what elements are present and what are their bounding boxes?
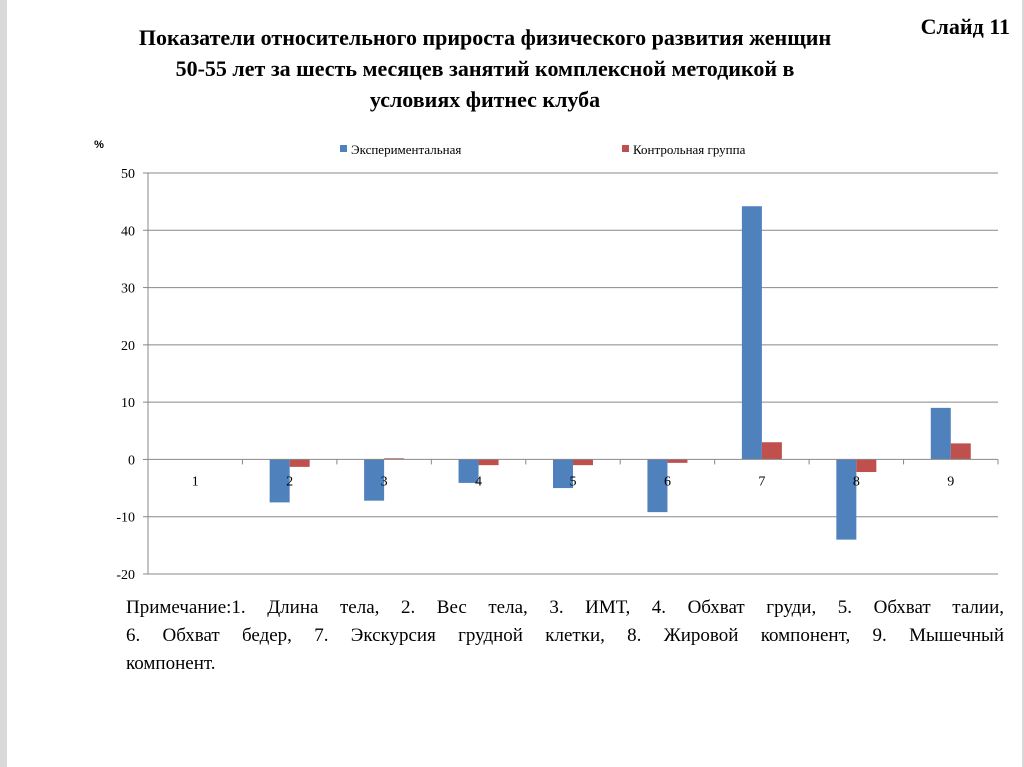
bar-control bbox=[290, 459, 310, 466]
x-tick-label: 6 bbox=[663, 474, 671, 490]
y-tick-label: 40 bbox=[121, 224, 135, 240]
y-tick-label: -20 bbox=[116, 568, 135, 583]
x-tick-label: 1 bbox=[191, 474, 199, 490]
y-tick-label: 0 bbox=[128, 453, 135, 469]
y-tick-label: 50 bbox=[121, 167, 135, 182]
y-tick-label: 10 bbox=[121, 396, 135, 412]
note-line-3: компонент. bbox=[126, 653, 216, 674]
note-line-2: 6. Обхват бедер, 7. Экскурсия грудной клетки, 8. Жировой компонент, 9. Мышечный bbox=[126, 625, 1004, 646]
y-tick-label: 20 bbox=[121, 338, 135, 354]
bar-experimental bbox=[931, 408, 951, 460]
title-line-1: Показатели относительного прироста физического развития женщин bbox=[138, 25, 832, 50]
slide-label: Слайд 11 bbox=[920, 14, 1010, 39]
bar-control bbox=[762, 442, 782, 459]
title-line-3: условиях фитнес клуба bbox=[369, 87, 601, 112]
x-tick-label: 8 bbox=[852, 474, 860, 490]
bar-experimental bbox=[836, 459, 856, 539]
y-axis-unit: % bbox=[94, 139, 104, 151]
bar-experimental bbox=[742, 206, 762, 459]
x-tick-label: 3 bbox=[380, 474, 388, 490]
x-tick-label: 4 bbox=[475, 474, 483, 490]
bar-control bbox=[573, 459, 593, 465]
x-tick-label: 2 bbox=[286, 474, 294, 490]
bar-control bbox=[951, 443, 971, 459]
legend-experimental-swatch bbox=[340, 145, 347, 152]
legend-experimental-label: Экспериментальная bbox=[351, 142, 462, 157]
title-line-2: 50-55 лет за шесть месяцев занятий комплексной методикой в bbox=[175, 56, 795, 81]
note-line-1: Примечание:1. Длина тела, 2. Вес тела, 3. ИМТ, 4. Обхват груди, 5. Обхват талии, bbox=[126, 597, 1004, 618]
bar-control bbox=[479, 459, 499, 465]
legend-control-label: Контрольная группа bbox=[633, 142, 746, 157]
bar-control bbox=[856, 459, 876, 472]
legend-control-swatch bbox=[622, 145, 629, 152]
x-tick-label: 5 bbox=[569, 474, 577, 490]
y-tick-label: 30 bbox=[121, 281, 135, 297]
y-tick-label: -10 bbox=[116, 510, 135, 526]
x-tick-label: 9 bbox=[947, 474, 955, 490]
chart-note bbox=[126, 594, 1004, 678]
bar-control bbox=[667, 459, 687, 462]
x-tick-label: 7 bbox=[758, 474, 766, 490]
